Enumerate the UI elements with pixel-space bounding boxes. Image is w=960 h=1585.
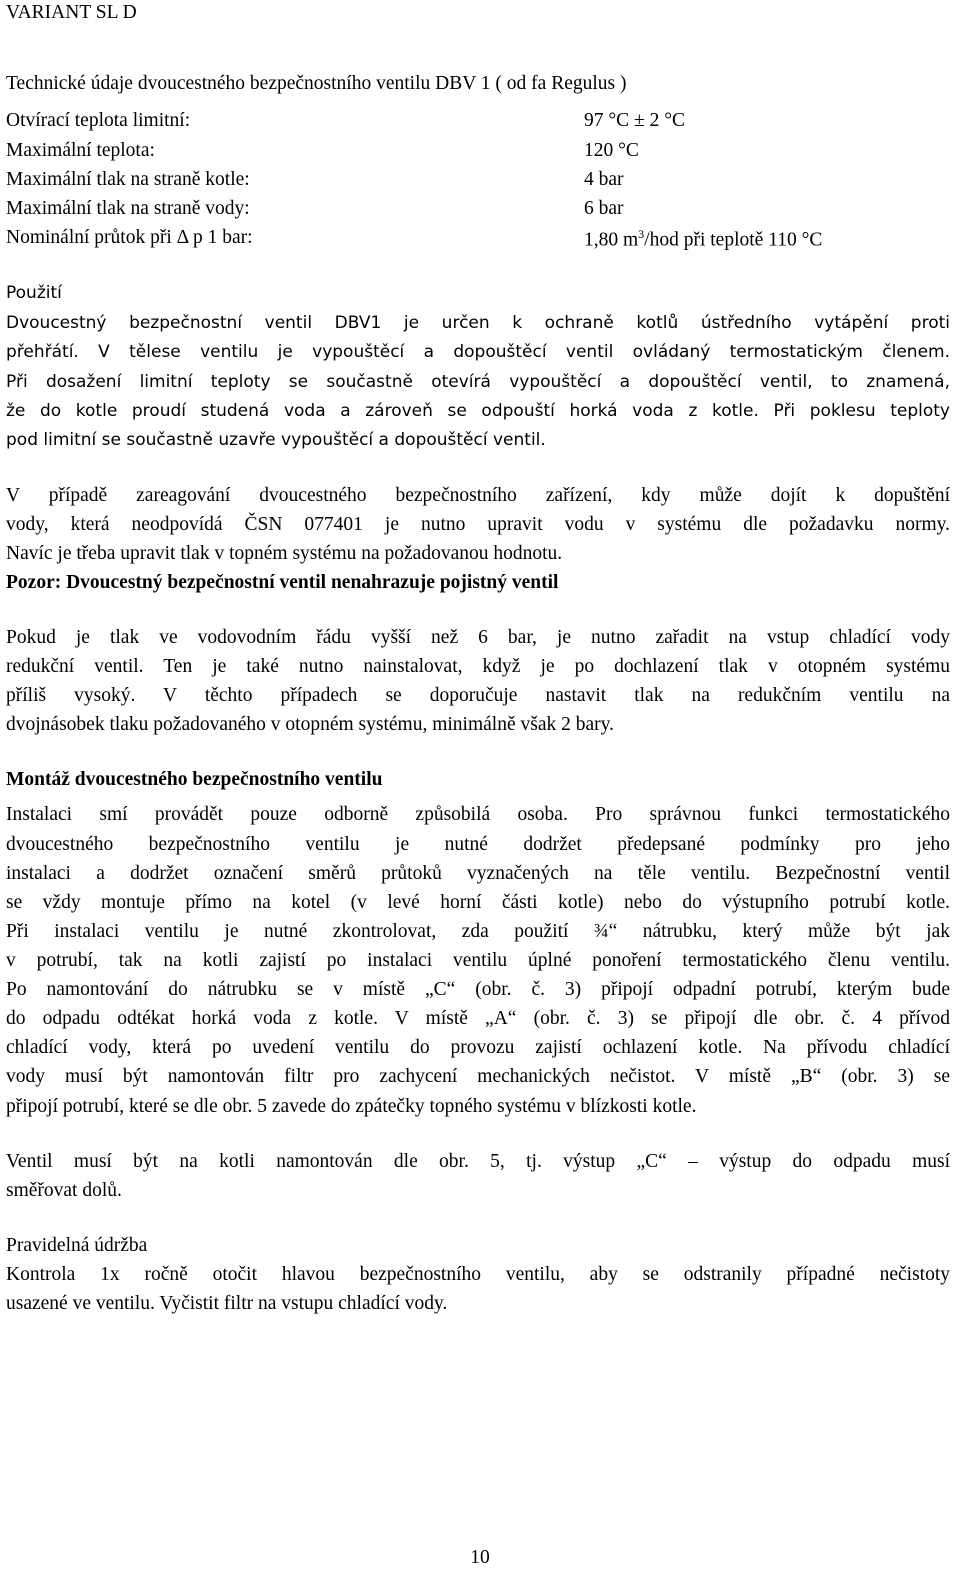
paragraph-line: Instalaci smí provádět pouze odborně způsobilá osoba. Pro správnou funkci termostatického [6,804,950,825]
paragraph-line: Ventil musí být na kotli namontován dle obr. 5, tj. výstup „C“ – výstup do odpadu musí [6,1151,950,1172]
paragraph-line: že do kotle proudí studená voda a zároveň se odpouští horká voda z kotle. Při poklesu teploty [6,401,950,421]
paragraph-line: směřovat dolů. [6,1180,122,1201]
paragraph-line: přehřátí. V tělese ventilu je vypouštěcí a dopouštěcí ventil ovládaný termostatickým členem. [6,342,950,362]
paragraph-line: Po namontování do nátrubku se v místě „C“ (obr. č. 3) připojí odpadní potrubí, kterým bude [6,979,950,1000]
paragraph-line: dvojnásobek tlaku požadovaného v otopném systému, minimálně však 2 bary. [6,714,614,735]
paragraph-line: vody, která neodpovídá ČSN 077401 je nutno upravit vodu v systému dle požadavku normy. [6,514,950,535]
paragraph-line: dvoucestného bezpečnostního ventilu je nutné dodržet předepsané podmínky pro jeho [6,834,950,855]
spec-label: Maximální tlak na straně vody: [6,198,250,219]
paragraph-line: instalaci a dodržet označení směrů průtoků vyznačených na těle ventilu. Bezpečnostní ventil [6,863,950,884]
paragraph-line: usazené ve ventilu. Vyčistit filtr na vstupu chladící vody. [6,1293,448,1314]
spec-value: 6 bar [584,198,624,219]
paragraph-line: v potrubí, tak na kotli zajistí po instalaci ventilu úplné ponoření termostatického členu ventilu. [6,950,950,971]
paragraph-line: Kontrola 1x ročně otočit hlavou bezpečnostního ventilu, aby se odstranily případné nečistoty [6,1264,950,1285]
spec-label: Maximální tlak na straně kotle: [6,169,250,190]
tech-heading: Technické údaje dvoucestného bezpečnostního ventilu DBV 1 ( od fa Regulus ) [6,73,627,94]
spec-label: Nominální průtok při Δ p 1 bar: [6,227,253,248]
paragraph-line: vody musí být namontován filtr pro zachycení mechanických nečistot. V místě „B“ (obr. 3) se [6,1066,950,1087]
page-number: 10 [470,1547,490,1568]
section-heading: Pravidelná údržba [6,1235,148,1256]
paragraph-line: se vždy montuje přímo na kotel (v levé horní části kotle) nebo do výstupního potrubí kotle. [6,892,950,913]
paragraph-line: připojí potrubí, které se dle obr. 5 zavede do zpátečky topného systému v blízkosti kotle. [6,1096,697,1117]
spec-label: Otvírací teplota limitní: [6,110,191,131]
spec-value: 97 °C ± 2 °C [584,110,686,131]
document-title: VARIANT SL D [6,2,137,23]
section-heading: Použití [6,283,62,303]
paragraph-line: Navíc je třeba upravit tlak v topném systému na požadovanou hodnotu. [6,543,563,564]
paragraph-line: pod limitní se součastně uzavře vypouštěcí a dopouštěcí ventil. [6,430,546,450]
section-heading: Montáž dvoucestného bezpečnostního ventilu [6,769,383,790]
paragraph-line: příliš vysoký. V těchto případech se doporučuje nastavit tlak na redukčním ventilu na [6,685,950,706]
paragraph-line: Pokud je tlak ve vodovodním řádu vyšší než 6 bar, je nutno zařadit na vstup chladící vody [6,627,950,648]
paragraph-line: Dvoucestný bezpečnostní ventil DBV1 je určen k ochraně kotlů ústředního vytápění proti [6,313,950,333]
warning-line: Pozor: Dvoucestný bezpečnostní ventil nenahrazuje pojistný ventil [6,572,559,593]
spec-value: 1,80 $m^3$/hod při teplotě 110 °C [584,227,823,251]
paragraph-line: do odpadu odtékat horká voda z kotle. V místě „A“ (obr. č. 3) se připojí dle obr. č. 4 přívod [6,1008,950,1029]
paragraph-line: Při instalaci ventilu je nutné zkontrolovat, zda použití ¾“ nátrubku, který může být jak [6,921,950,942]
paragraph-line: Při dosažení limitní teploty se součastně otevírá vypouštěcí a dopouštěcí ventil, to znamená, [6,372,950,392]
paragraph-line: V případě zareagování dvoucestného bezpečnostního zařízení, kdy může dojít k dopuštění [6,485,950,506]
spec-value: 120 °C [584,140,639,161]
paragraph-line: chladící vody, která po uvedení ventilu do provozu zajistí ochlazení kotle. Na přívodu chladící [6,1037,950,1058]
spec-value: 4 bar [584,169,624,190]
paragraph-line: redukční ventil. Ten je také nutno nainstalovat, když je po dochlazení tlak v otopném systému [6,656,950,677]
spec-label: Maximální teplota: [6,140,155,161]
